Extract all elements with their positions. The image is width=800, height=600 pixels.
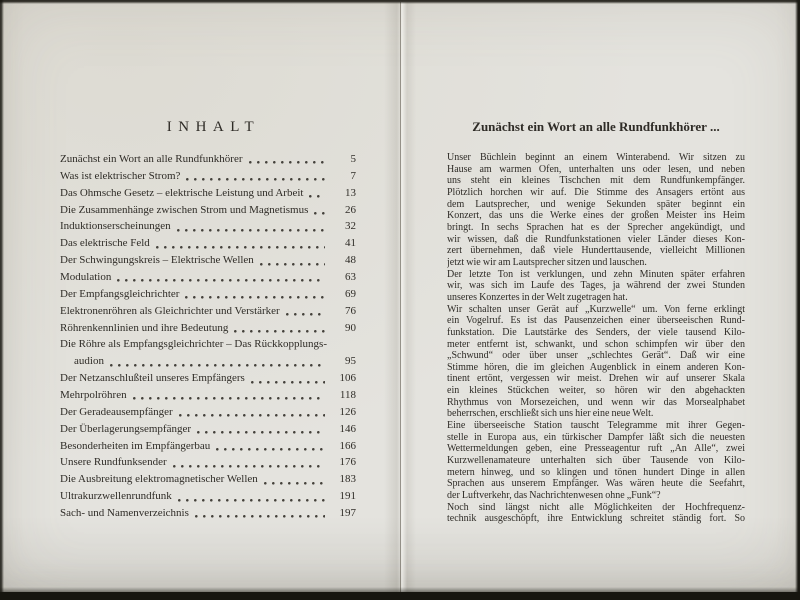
toc-entry-text: Induktionserscheinungen xyxy=(60,220,171,233)
toc-entry xyxy=(60,185,356,202)
toc-title: INHALT xyxy=(166,119,261,135)
body-line: Kurzwellenamateure unterhalten sich über Tausende von Kilo- xyxy=(447,455,745,467)
toc-leader-dots xyxy=(197,431,325,434)
body-line: Eine überseeische Station tauscht Telegramme mit ihrer Gegen- xyxy=(447,420,745,432)
body-line: ein kleines Stückchen weiter, so hören wir den abgehackten xyxy=(447,385,745,397)
body-line: unseres Konzertes in der Welt zugetragen hat. xyxy=(447,291,628,303)
toc-page-number: 76 xyxy=(345,304,356,317)
toc-entry xyxy=(60,488,356,505)
toc-leader-dots xyxy=(234,330,325,333)
body-line: Sprachen aus unserem Empfänger. Was wären heute die Seefahrt, xyxy=(447,478,745,490)
toc-entry-text: Röhrenkennlinien und ihre Bedeutung xyxy=(60,321,229,334)
toc-entry xyxy=(60,387,356,404)
toc-page-number: 63 xyxy=(345,271,356,284)
toc-leader-dots xyxy=(117,279,325,282)
body-line: Der letzte Ton ist verklungen, und zehn Minuten später erfahren xyxy=(447,268,745,280)
body-line: meter entfernt ist, schwankt, und schon schimpfen wir über den xyxy=(447,338,745,350)
body-line: tinent ertönt, vergessen wir meist. Drehen wir auf unserer Skala xyxy=(447,373,745,385)
toc-entry-text: Ultrakurzwellenrundfunk xyxy=(60,490,172,503)
body-line: jetzt wie wir am Lautsprecher sitzen und lauschen. xyxy=(447,256,647,268)
toc-entry xyxy=(60,471,356,488)
toc-entry-text: Der Empfangsgleichrichter xyxy=(60,287,180,300)
body-line: uns steht ein kleines Tischchen mit dem Rundfunkempfänger. xyxy=(447,175,745,187)
toc-page-number: 191 xyxy=(339,490,356,503)
toc-leader-dots xyxy=(249,161,326,164)
body-line: wir wissen, daß die Rundfunkstationen vieler Länder dieses Kon- xyxy=(447,233,745,245)
toc-entry-text: Mehrpolröhren xyxy=(60,389,127,402)
toc-page-number: 5 xyxy=(350,153,356,165)
toc-page-number: 176 xyxy=(339,456,356,469)
body-line: metern hinweg, und so klingen und tönen hundert Dinge in allen xyxy=(447,466,745,478)
body-line: funkstation. Die Lautstärke des Senders, der viele tausend Kilo- xyxy=(447,326,745,338)
toc-entry xyxy=(60,336,356,353)
toc-page-number: 146 xyxy=(339,422,356,435)
toc-leader-dots xyxy=(178,499,325,502)
toc-entry xyxy=(60,286,356,303)
toc-entry xyxy=(60,168,356,185)
toc-entry-text: Der Schwingungskreis – Elektrische Wellen xyxy=(60,254,254,267)
body-line: Wettermeldungen geben, eine Presseagentur ruft „An Alle“, zwei xyxy=(447,443,745,455)
toc-entry xyxy=(60,303,356,320)
toc-leader-dots xyxy=(185,296,325,299)
toc-leader-dots xyxy=(264,482,325,485)
toc-page-number: 7 xyxy=(350,169,356,182)
toc-entry xyxy=(60,202,356,219)
toc-leader-dots xyxy=(260,263,325,266)
toc-leader-dots xyxy=(173,465,325,468)
toc-entry xyxy=(60,370,356,387)
toc-leader-dots xyxy=(216,448,325,451)
toc-entry-text: Besonderheiten im Empfängerbau xyxy=(60,439,211,452)
toc-entry xyxy=(60,235,356,252)
body-line: Konzert, das uns die Werke eines der großen Meister ins Heim xyxy=(447,210,745,222)
toc-entry xyxy=(60,353,356,370)
body-line: Unser Büchlein beginnt an einem Winterabend. Wir sitzen zu xyxy=(447,152,745,163)
toc-entry xyxy=(60,269,356,286)
toc-entry-text: Das elektrische Feld xyxy=(60,237,150,250)
body-line: Wir schalten unser Gerät auf „Kurzwelle“ um. Von ferne erklingt xyxy=(447,303,745,315)
toc-page-number: 118 xyxy=(339,389,356,402)
toc-page-number: 41 xyxy=(345,237,356,250)
toc-entry xyxy=(60,454,356,471)
body-line: dem Lautsprecher, und wenige Sekunden später beginnt ein xyxy=(447,198,745,210)
toc-leader-dots xyxy=(156,246,325,249)
toc-entry-text: Die Zusammenhänge zwischen Strom und Magnetismus xyxy=(60,203,309,216)
gutter-crease-line xyxy=(400,2,401,592)
toc-entry-text: Zunächst ein Wort an alle Rundfunkhörer xyxy=(60,153,243,165)
body-line: zert übernehmen, daß viele Hunderttausende, vielleicht Millionen xyxy=(447,245,745,257)
toc-page-number: 48 xyxy=(345,254,356,267)
scan-edge-bottom xyxy=(0,592,800,600)
toc-leader-dots xyxy=(309,195,325,198)
chapter-heading: Zunächst ein Wort an alle Rundfunkhörer ... xyxy=(472,119,720,134)
toc-leader-dots xyxy=(133,397,325,400)
scan-edge-left xyxy=(0,0,4,600)
body-line: stelle in Europa aus, ein türkischer Dampfer läßt sich die neuesten xyxy=(447,431,745,443)
toc-entry-text: Unsere Rundfunksender xyxy=(60,456,167,469)
body-line: „Schwund“ oder über unser „schlechtes Gerät“. Daß wir eine xyxy=(447,350,745,362)
body-line: Hause am warmen Ofen, unterhalten uns oder lesen, und neben xyxy=(447,163,745,175)
body-text xyxy=(447,152,745,525)
toc-entry xyxy=(60,404,356,421)
body-line: wir, was sich im Laufe des Tages, ja während der zwei Stunden xyxy=(447,280,745,292)
toc-list xyxy=(60,151,356,522)
body-line: der Luftverkehr, das Nachrichtenwesen ohne „Funk“? xyxy=(447,490,661,502)
toc-page-number: 183 xyxy=(339,473,356,486)
toc-leader-dots xyxy=(186,178,325,181)
body-line: Stimme hören, die im gleichen Augenblick in einem anderen Kon- xyxy=(447,361,745,373)
toc-page-number: 69 xyxy=(345,287,356,300)
toc-entry-text: Der Netzanschlußteil unseres Empfängers xyxy=(60,372,245,385)
toc-leader-dots xyxy=(110,364,325,367)
body-line: bringt. In sechs Sprachen hat es der Sprecher angekündigt, und xyxy=(447,221,745,233)
toc-entry-text: Sach- und Namenverzeichnis xyxy=(60,507,189,520)
toc-leader-dots xyxy=(251,381,325,384)
toc-entry xyxy=(60,252,356,269)
toc-entry xyxy=(60,218,356,235)
toc-entry-text: Der Geradeausempfänger xyxy=(60,405,173,418)
body-line: technik ausgeschöpft, ihre Entwicklung schreitet ständig fort. So xyxy=(447,513,745,525)
toc-leader-dots xyxy=(195,515,325,518)
toc-page-number: 106 xyxy=(339,372,356,385)
toc-entry-text: Was ist elektrischer Strom? xyxy=(60,169,181,182)
toc-page-number: 166 xyxy=(339,439,356,452)
toc-entry xyxy=(60,505,356,522)
toc-page-number: 95 xyxy=(345,355,356,368)
toc-entry-text: Der Überlagerungsempfänger xyxy=(60,422,192,435)
toc-leader-dots xyxy=(314,212,325,215)
body-line: ein Vogelruf. Es ist das Pausenzeichen einer überseeischen Rund- xyxy=(447,315,745,327)
toc-page-number: 26 xyxy=(345,203,356,216)
scan-edge-right xyxy=(795,0,800,600)
toc-entry xyxy=(60,320,356,337)
body-line: Plötzlich horchen wir auf. Die Stimme des Ansagers ertönt aus xyxy=(447,186,745,198)
toc-entry-text: Die Röhre als Empfangsgleichrichter – Das Rückkopplungs- xyxy=(60,338,327,351)
toc-leader-dots xyxy=(286,313,325,316)
toc-entry-text: audion xyxy=(74,355,104,368)
toc-page-number: 197 xyxy=(339,507,356,520)
toc-leader-dots xyxy=(177,229,325,232)
body-line: beherrschen, erschließt sich uns hier eine neue Welt. xyxy=(447,408,654,420)
toc-page-number: 90 xyxy=(345,321,356,334)
toc-page-number: 32 xyxy=(345,220,356,233)
toc-leader-dots xyxy=(179,414,325,417)
scan-edge-top xyxy=(0,0,800,4)
toc-entry xyxy=(60,421,356,438)
body-line: Noch sind längst nicht alle Möglichkeiten der Hochfrequenz- xyxy=(447,501,745,513)
toc-entry-text: Die Ausbreitung elektromagnetischer Wellen xyxy=(60,473,258,486)
toc-entry-text: Elektronenröhren als Gleichrichter und Verstärker xyxy=(60,304,280,317)
toc-entry-text: Das Ohmsche Gesetz – elektrische Leistung und Arbeit xyxy=(60,186,304,199)
toc-page-number: 126 xyxy=(339,405,356,418)
toc-entry-text: Modulation xyxy=(60,271,112,284)
toc-entry xyxy=(60,151,356,168)
body-line: Rhythmus von Morsezeichen, und wenn wir das Morsealphabet xyxy=(447,396,745,408)
toc-entry xyxy=(60,438,356,455)
toc-page-number: 13 xyxy=(345,186,356,199)
